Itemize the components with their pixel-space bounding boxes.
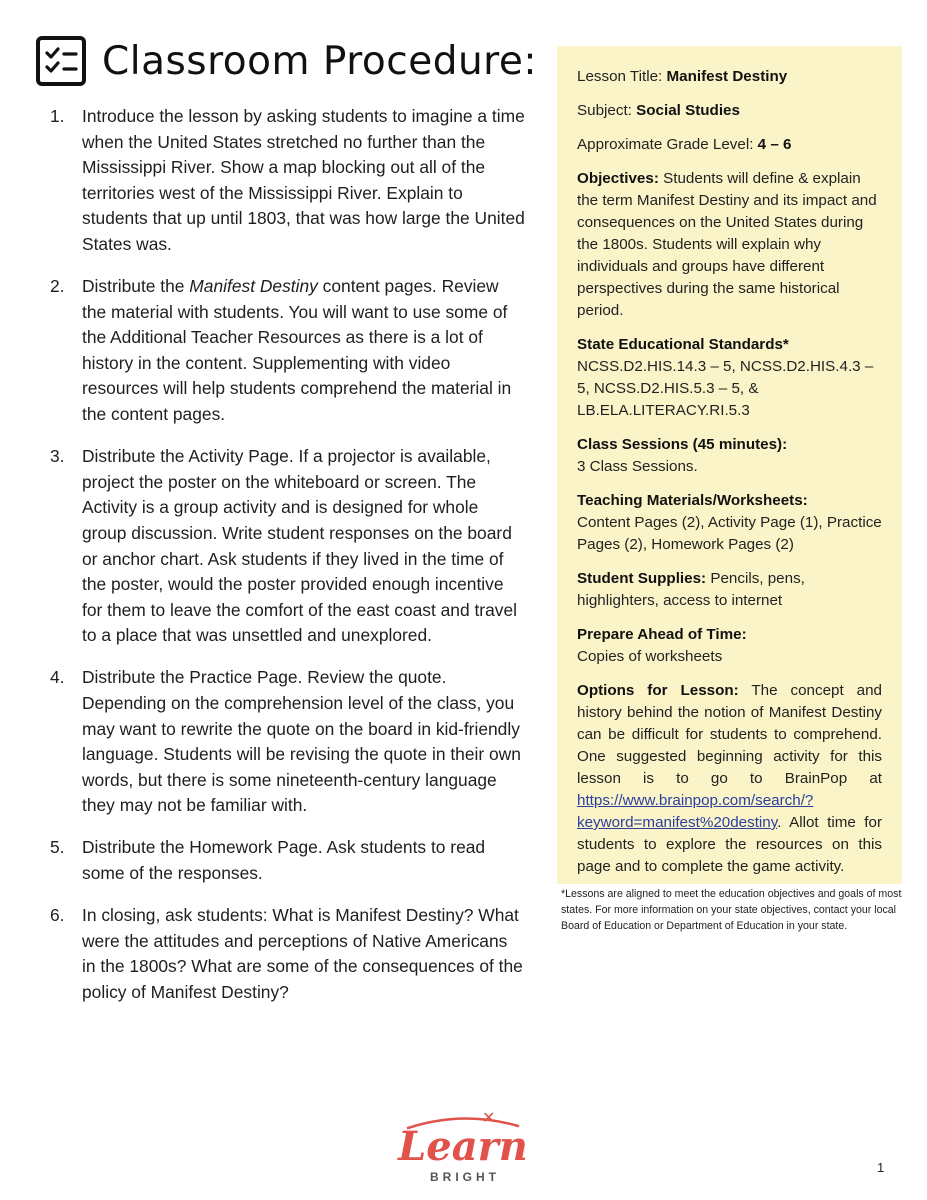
step-text: In closing, ask students: What is Manifest Destiny? What were the attitudes and perceptions of Native Americans in the 1800s? What are some of the consequences of the policy of Manifest Destiny? [82, 905, 523, 1002]
standards-footnote: *Lessons are aligned to meet the education objectives and goals of most states. For more information on your state objectives, contact your local Board of Education or Department of Education in your state. [561, 888, 902, 932]
step-text: Distribute the Activity Page. If a projector is available, project the poster on the whiteboard or screen. The Activity is a group activity and is designed for whole group discussion. Write student responses on the board or anchor chart. Ask students if they lived in the time of the poster, would the poster provided enough incentive for them to leave the comfort of the east coast and travel to a place that was unsettled and unexplored. [82, 446, 517, 646]
procedure-step [50, 274, 525, 428]
student-supplies-section: Student Supplies: Pencils, pens, highlighters, access to internet [577, 570, 805, 609]
step-number: 1. [50, 106, 65, 126]
learn-bright-logo [388, 1106, 538, 1188]
standards-section: State Educational Standards* NCSS.D2.HIS.14.3 – 5, NCSS.D2.HIS.4.3 – 5, NCSS.D2.HIS.5.3 – 5, & LB.ELA.LITERACY.RI.5.3 [577, 336, 874, 419]
page-header [36, 36, 537, 86]
procedure-step [50, 104, 525, 258]
brainpop-link[interactable]: https://www.brainpop.com/search/?keyword=manifest%20destiny [577, 792, 814, 831]
step-text: Introduce the lesson by asking students to imagine a time when the United States stretched no further than the Mississippi River. Show a map blocking out all of the territories west of the Mississippi River. Explain to students that up until 1803, that was how large the United States was. [82, 106, 525, 254]
lesson-title-row: Lesson Title: Manifest Destiny [577, 68, 788, 85]
lesson-title-emphasis: Manifest Destiny [189, 276, 318, 297]
lesson-options-section: Options for Lesson: The concept and history behind the notion of Manifest Destiny can be difficult for students to comprehend. One suggested beginning activity for this lesson is to go to BrainPop at https://www.brainpop.com/search/?keyword=manifest%20destiny. Allot time for students to explore the resources on this page and to complete the game activity. [577, 682, 882, 875]
step-number: 2. [50, 276, 65, 297]
grade-level-row: Approximate Grade Level: 4 – 6 [577, 136, 792, 153]
class-sessions-section: Class Sessions (45 minutes): 3 Class Sessions. [577, 436, 788, 475]
logo-word: Learn [398, 1123, 528, 1170]
objectives-section: Objectives: Students will define & explain the term Manifest Destiny and its impact and consequences on the United States during the 1800s. Students will explain why individuals and groups have different perspectives during the same historical period. [577, 170, 877, 319]
lesson-info-panel [557, 46, 902, 884]
page-title: Classroom Procedure: [102, 38, 537, 84]
procedure-list [50, 104, 525, 1022]
procedure-step [50, 444, 525, 649]
step-text: Distribute the Homework Page. Ask students to read some of the responses. [82, 837, 486, 884]
step-text: Distribute the Manifest Destiny content pages. Review the material with students. You will want to use some of the Additional Teacher Resources as there is a lot of history in the content. Supplementing with video resources will help students comprehend the material in the content pages. [82, 276, 512, 425]
page-number: 1 [877, 1160, 885, 1175]
step-number: 5. [50, 837, 65, 858]
step-text: Distribute the Practice Page. Review the quote. Depending on the comprehension level of the class, you may want to rewrite the quote on the board in kid-friendly language. Students will be revising the quote in their own words, but there is some nineteenth-century language they may not be familiar with. [82, 667, 521, 816]
prepare-ahead-section: Prepare Ahead of Time: Copies of worksheets [577, 626, 747, 665]
logo-subword: BRIGHT [430, 1170, 500, 1184]
sparkle-icon: ✕ [482, 1108, 496, 1127]
step-number: 3. [50, 446, 65, 467]
step-number: 4. [50, 667, 65, 688]
subject-row: Subject: Social Studies [577, 102, 740, 119]
procedure-step [50, 665, 525, 819]
procedure-step [50, 835, 525, 886]
step-number: 6. [50, 905, 65, 926]
teaching-materials-section: Teaching Materials/Worksheets: Content Pages (2), Activity Page (1), Practice Pages (2), Homework Pages (2) [577, 492, 882, 553]
procedure-step [50, 903, 525, 1005]
checklist-icon [36, 36, 86, 86]
